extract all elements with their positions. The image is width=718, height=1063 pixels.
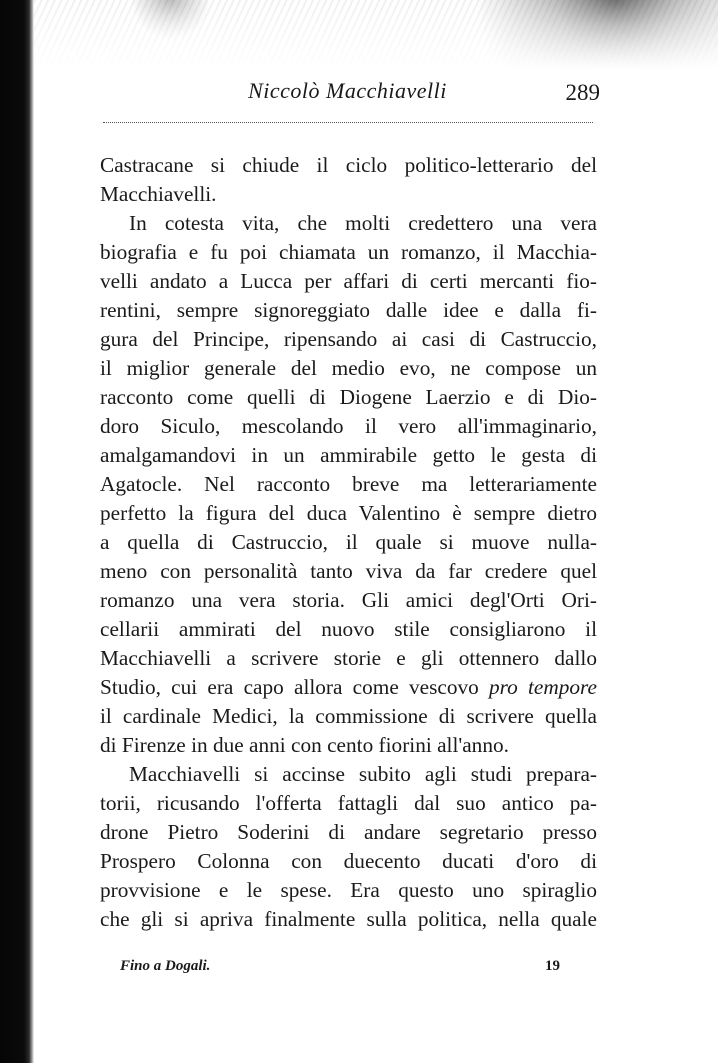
text-line: Macchiavelli a scrivere storie e gli ottennero dallo	[100, 646, 597, 670]
text-line: amalgamandovi in un ammirabile getto le gesta di	[100, 443, 597, 467]
page-footer	[120, 958, 560, 984]
text-line: Macchiavelli.	[100, 182, 217, 206]
text-line: racconto come quelli di Diogene Laerzio e di Dio-	[100, 385, 597, 409]
text-line: a quella di Castruccio, il quale si muove nulla-	[100, 530, 597, 554]
text-line: Castracane si chiude il ciclo politico-letterario del	[100, 153, 597, 177]
text-line: doro Siculo, mescolando il vero all'immaginario,	[100, 414, 597, 438]
text-line: il cardinale Medici, la commissione di scrivere quella	[100, 704, 597, 728]
text-line: di Firenze in due anni con cento fiorini all'anno.	[100, 733, 509, 757]
text-line: il miglior generale del medio evo, ne compose un	[100, 356, 597, 380]
sheet-number: 19	[545, 958, 560, 974]
text-line: rentini, sempre signoreggiato dalle idee e dalla fi-	[100, 298, 597, 322]
signature-mark: Fino a Dogali.	[120, 958, 211, 974]
text-line: cellarii ammirati del nuovo stile consigliarono il	[100, 617, 597, 641]
running-title: Niccolò Macchiavelli	[248, 78, 447, 103]
page-number: 289	[565, 80, 600, 105]
text-line: meno con personalità tanto viva da far credere quel	[100, 559, 597, 583]
text-line: romanzo una vera storia. Gli amici degl'Orti Ori-	[100, 588, 597, 612]
header-rule	[103, 122, 593, 123]
text-line-with-italic	[100, 673, 597, 702]
text-segment: Studio, cui era capo allora come vescovo	[100, 675, 479, 699]
italic-phrase: pro tempore	[489, 675, 597, 699]
text-line: gura del Principe, ripensando ai casi di Castruccio,	[100, 327, 597, 351]
text-line: Macchiavelli si accinse subito agli studi prepara-	[129, 762, 597, 786]
text-line: torii, ricusando l'offerta fattagli dal suo antico pa-	[100, 791, 597, 815]
text-line: biografia e fu poi chiamata un romanzo, il Macchia-	[100, 240, 597, 264]
text-line: Prospero Colonna con duecento ducati d'oro di	[100, 849, 597, 873]
text-line: perfetto la figura del duca Valentino è sempre dietro	[100, 501, 597, 525]
text-line: Agatocle. Nel racconto breve ma letterariamente	[100, 472, 597, 496]
text-line: provvisione e le spese. Era questo uno spiraglio	[100, 878, 597, 902]
text-line: velli andato a Lucca per affari di certi mercanti fio-	[100, 269, 597, 293]
text-line: In cotesta vita, che molti credettero una vera	[129, 211, 597, 235]
book-binding-shadow	[0, 0, 34, 1063]
text-line: drone Pietro Soderini di andare segretario presso	[100, 820, 597, 844]
scan-noise	[34, 0, 718, 70]
text-line: che gli si apriva finalmente sulla politica, nella quale	[100, 907, 597, 931]
body-text	[100, 151, 597, 934]
page-header	[95, 74, 600, 114]
